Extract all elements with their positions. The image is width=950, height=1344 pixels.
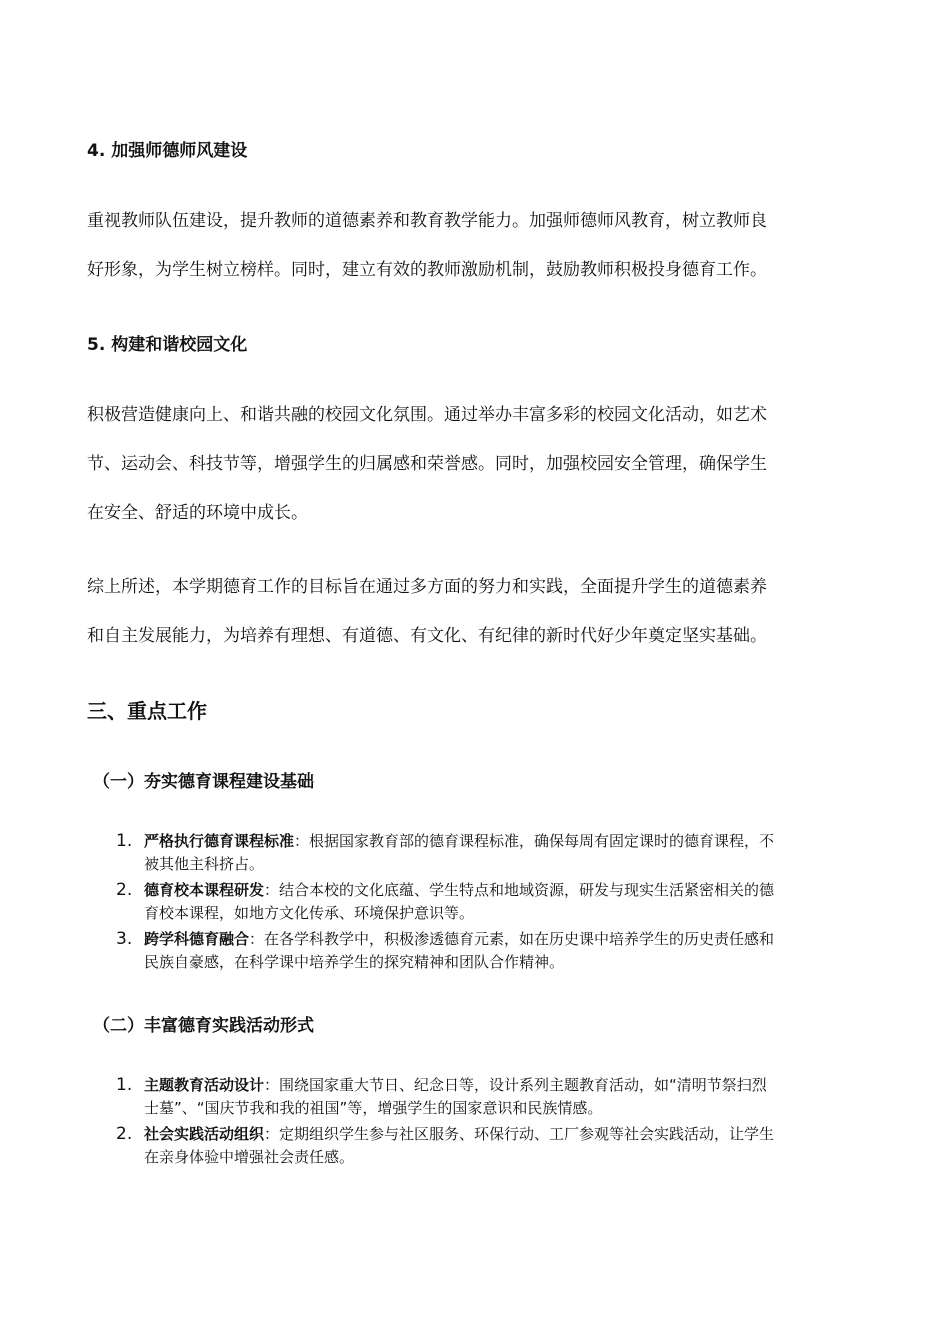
list-item-text: ：在各学科教学中，积极渗透德育元素，如在历史课中培养学生的历史责任感和 bbox=[249, 930, 775, 948]
list-item bbox=[112, 928, 872, 974]
paragraph-line: 好形象，为学生树立榜样。同时，建立有效的教师激励机制，鼓励教师积极投身德育工作。 bbox=[87, 260, 767, 280]
list-number: 1. bbox=[116, 831, 133, 851]
section-5-paragraph bbox=[87, 391, 877, 538]
list-number: 3. bbox=[116, 929, 133, 949]
paragraph-line: 和自主发展能力，为培养有理想、有道德、有文化、有纪律的新时代好少年奠定坚实基础。 bbox=[87, 626, 767, 646]
list-item-term: 跨学科德育融合 bbox=[144, 930, 250, 948]
list-number: 2. bbox=[116, 1124, 133, 1144]
list-item-term: 严格执行德育课程标准 bbox=[144, 832, 295, 850]
list-item-term: 社会实践活动组织 bbox=[144, 1125, 265, 1143]
course-list bbox=[112, 830, 872, 977]
subsection-2-heading: （二）丰富德育实践活动形式 bbox=[93, 1016, 314, 1036]
section-4-heading: 4. 加强师德师风建设 bbox=[87, 141, 248, 161]
section-4-paragraph bbox=[87, 197, 877, 295]
list-item-line bbox=[144, 928, 872, 951]
list-item-text: ：定期组织学生参与社区服务、环保行动、工厂参观等社会实践活动，让学生 bbox=[264, 1125, 775, 1143]
part-3-heading: 三、重点工作 bbox=[87, 699, 207, 723]
list-item-term: 主题教育活动设计 bbox=[144, 1076, 265, 1094]
summary-paragraph bbox=[87, 563, 877, 661]
list-item-text: ：围绕国家重大节日、纪念日等，设计系列主题教育活动，如“清明节祭扫烈 bbox=[264, 1076, 767, 1094]
list-item-line bbox=[144, 1074, 872, 1097]
list-item-text: ：根据国家教育部的德育课程标准，确保每周有固定课时的德育课程，不 bbox=[294, 832, 775, 850]
list-item-line: 被其他主科挤占。 bbox=[144, 855, 265, 873]
list-item bbox=[112, 1074, 872, 1120]
list-number: 1. bbox=[116, 1075, 133, 1095]
activity-list bbox=[112, 1074, 872, 1172]
list-item-line: 民族自豪感，在科学课中培养学生的探究精神和团队合作精神。 bbox=[144, 953, 565, 971]
list-item bbox=[112, 879, 872, 925]
list-item-line bbox=[144, 830, 872, 853]
subsection-1-heading: （一）夯实德育课程建设基础 bbox=[93, 772, 314, 792]
list-item-term: 德育校本课程研发 bbox=[144, 881, 265, 899]
list-item bbox=[112, 830, 872, 876]
list-item-line: 育校本课程，如地方文化传承、环境保护意识等。 bbox=[144, 904, 475, 922]
paragraph-line: 在安全、舒适的环境中成长。 bbox=[87, 503, 308, 523]
paragraph-line: 积极营造健康向上、和谐共融的校园文化氛围。通过举办丰富多彩的校园文化活动，如艺术 bbox=[87, 405, 767, 425]
paragraph-line: 综上所述，本学期德育工作的目标旨在通过多方面的努力和实践，全面提升学生的道德素养 bbox=[87, 577, 767, 597]
list-item-text: ：结合本校的文化底蕴、学生特点和地域资源，研发与现实生活紧密相关的德 bbox=[264, 881, 775, 899]
paragraph-line: 节、运动会、科技节等，增强学生的归属感和荣誉感。同时，加强校园安全管理，确保学生 bbox=[87, 454, 767, 474]
paragraph-line: 重视教师队伍建设，提升教师的道德素养和教育教学能力。加强师德师风教育，树立教师良 bbox=[87, 211, 767, 231]
list-number: 2. bbox=[116, 880, 133, 900]
list-item-line bbox=[144, 879, 872, 902]
list-item-line: 士墓”、“国庆节我和我的祖国”等，增强学生的国家意识和民族情感。 bbox=[144, 1099, 603, 1117]
list-item-line: 在亲身体验中增强社会责任感。 bbox=[144, 1148, 355, 1166]
list-item-line bbox=[144, 1123, 872, 1146]
section-5-heading: 5. 构建和谐校园文化 bbox=[87, 335, 248, 355]
list-item bbox=[112, 1123, 872, 1169]
